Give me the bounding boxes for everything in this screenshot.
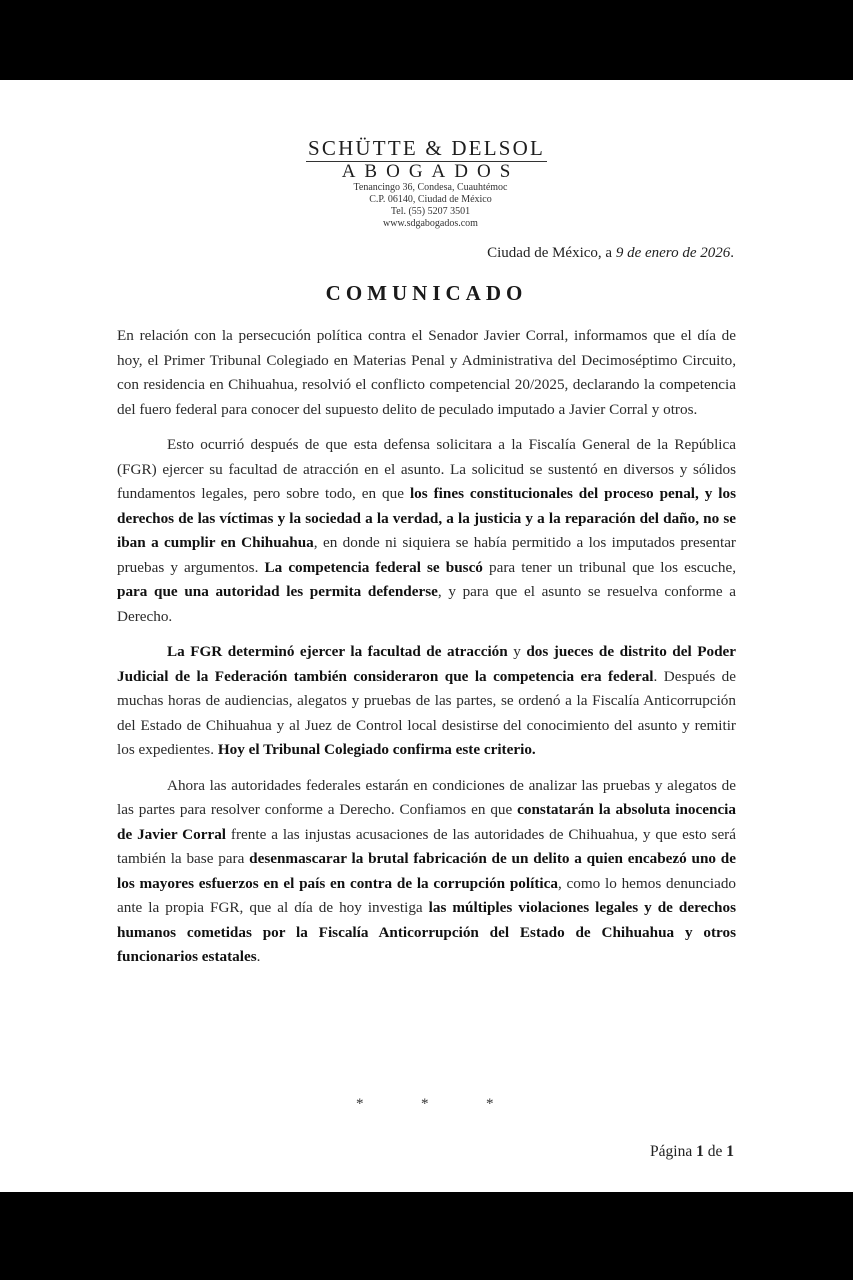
firm-subtitle: ABOGADOS <box>341 161 520 182</box>
bold-text-run: para que una autoridad les permita defenderse <box>117 583 438 600</box>
bold-text-run: Hoy el Tribunal Colegiado confirma este criterio. <box>217 741 536 758</box>
dateline-end: . <box>730 245 734 261</box>
dateline-place: Ciudad de México, a <box>487 245 616 261</box>
text-run: para tener un tribunal que los escuche, <box>482 558 736 576</box>
bold-text-run: dos jueces de distrito del Poder Judicial de la Federación también consideraron que la competencia era federal <box>117 643 737 685</box>
document-page <box>0 80 853 1192</box>
page-total: 1 <box>726 1143 734 1160</box>
text-run: , como lo hemos denunciado ante la propia FGR, que al día de hoy investiga <box>117 874 737 916</box>
text-run: Esto ocurrió después de que esta defensa solicitara a la Fiscalía General de la República (FGR) ejercer su facultad de atracción en el asunto. La solicitud se sustentó en diversos y sólidos fundamentos legales, pero sobre todo, en que <box>117 436 736 502</box>
address-line-1: Tenancingo 36, Condesa, Cuauhtémoc <box>353 182 508 193</box>
page-number <box>650 1143 734 1161</box>
text-run: Ahora las autoridades federales estarán en condiciones de analizar las pruebas y alegatos de las partes para resolver conforme a Derecho. Confiamos en que <box>117 776 736 818</box>
text-run: En relación con la persecución política contra el Senador Javier Corral, informamos que el día de hoy, el Primer Tribunal Colegiado en Materias Penal y Administrativa del Decimoséptimo Circuito, con residencia en Chihuahua, resolvió el conflicto competencial 20/2025, declarando la competencia del fuero federal para conocer del supuesto delito de peculado imputado a Javier Corral y otros. <box>117 327 736 418</box>
text-run: , y para que el asunto se resuelva conforme a Derecho. <box>117 583 737 625</box>
firm-name: SCHÜTTE & DELSOL <box>307 136 546 160</box>
separator-stars <box>356 1096 551 1113</box>
dateline <box>487 245 734 262</box>
letterhead <box>0 136 853 230</box>
page-label: Página <box>650 1143 697 1160</box>
page-of: de <box>703 1143 727 1160</box>
document-body <box>117 324 736 981</box>
separator-star: * <box>356 1096 364 1112</box>
bold-text-run: los fines constitucionales del proceso penal, y los derechos de las víctimas y la sociedad a la verdad, a la justicia y a la reparación del daño, no se iban a cumplir en Chihuahua <box>117 485 737 551</box>
bold-text-run: desenmascarar la brutal fabricación de un delito a quien encabezó uno de los mayores esfuerzos en el país en contra de la corrupción política <box>117 850 736 892</box>
text-run: y <box>507 643 527 660</box>
bold-text-run: La FGR determinó ejercer la facultad de atracción <box>167 643 508 660</box>
bold-text-run: constatarán la absoluta inocencia de Javier Corral <box>117 801 736 843</box>
text-run: , en donde ni siquiera se había permitido a los imputados presentar pruebas y argumentos. <box>117 534 736 576</box>
document-title: COMUNICADO <box>325 281 528 305</box>
website: www.sdgabogados.com <box>383 218 478 229</box>
text-run: frente a las injustas acusaciones de las autoridades de Chihuahua, y que esto será también la base para <box>117 825 736 867</box>
page-current: 1 <box>696 1143 704 1160</box>
body-paragraph <box>117 774 736 970</box>
separator-star: * <box>486 1096 494 1112</box>
address-line-2: C.P. 06140, Ciudad de México <box>369 194 492 205</box>
separator-star: * <box>421 1096 429 1112</box>
body-paragraph <box>117 324 736 422</box>
body-paragraph <box>117 640 736 763</box>
body-paragraph <box>117 433 736 629</box>
bold-text-run: La competencia federal se buscó <box>264 558 483 576</box>
text-run: . Después de muchas horas de audiencias, alegatos y pruebas de las partes, se ordenó a la Fiscalía Anticorrupción del Estado de Chihuahua y al Juez de Control local desistirse del conocimiento del asunto y remitir los expedientes. <box>117 667 736 758</box>
bold-text-run: las múltiples violaciones legales y de derechos humanos cometidas por la Fiscalía Anticorrupción del Estado de Chihuahua y otros funcionarios estatales <box>117 899 736 965</box>
text-run: . <box>256 948 261 965</box>
dateline-date: 9 de enero de 2026 <box>615 245 731 261</box>
phone: Tel. (55) 5207 3501 <box>390 206 471 217</box>
